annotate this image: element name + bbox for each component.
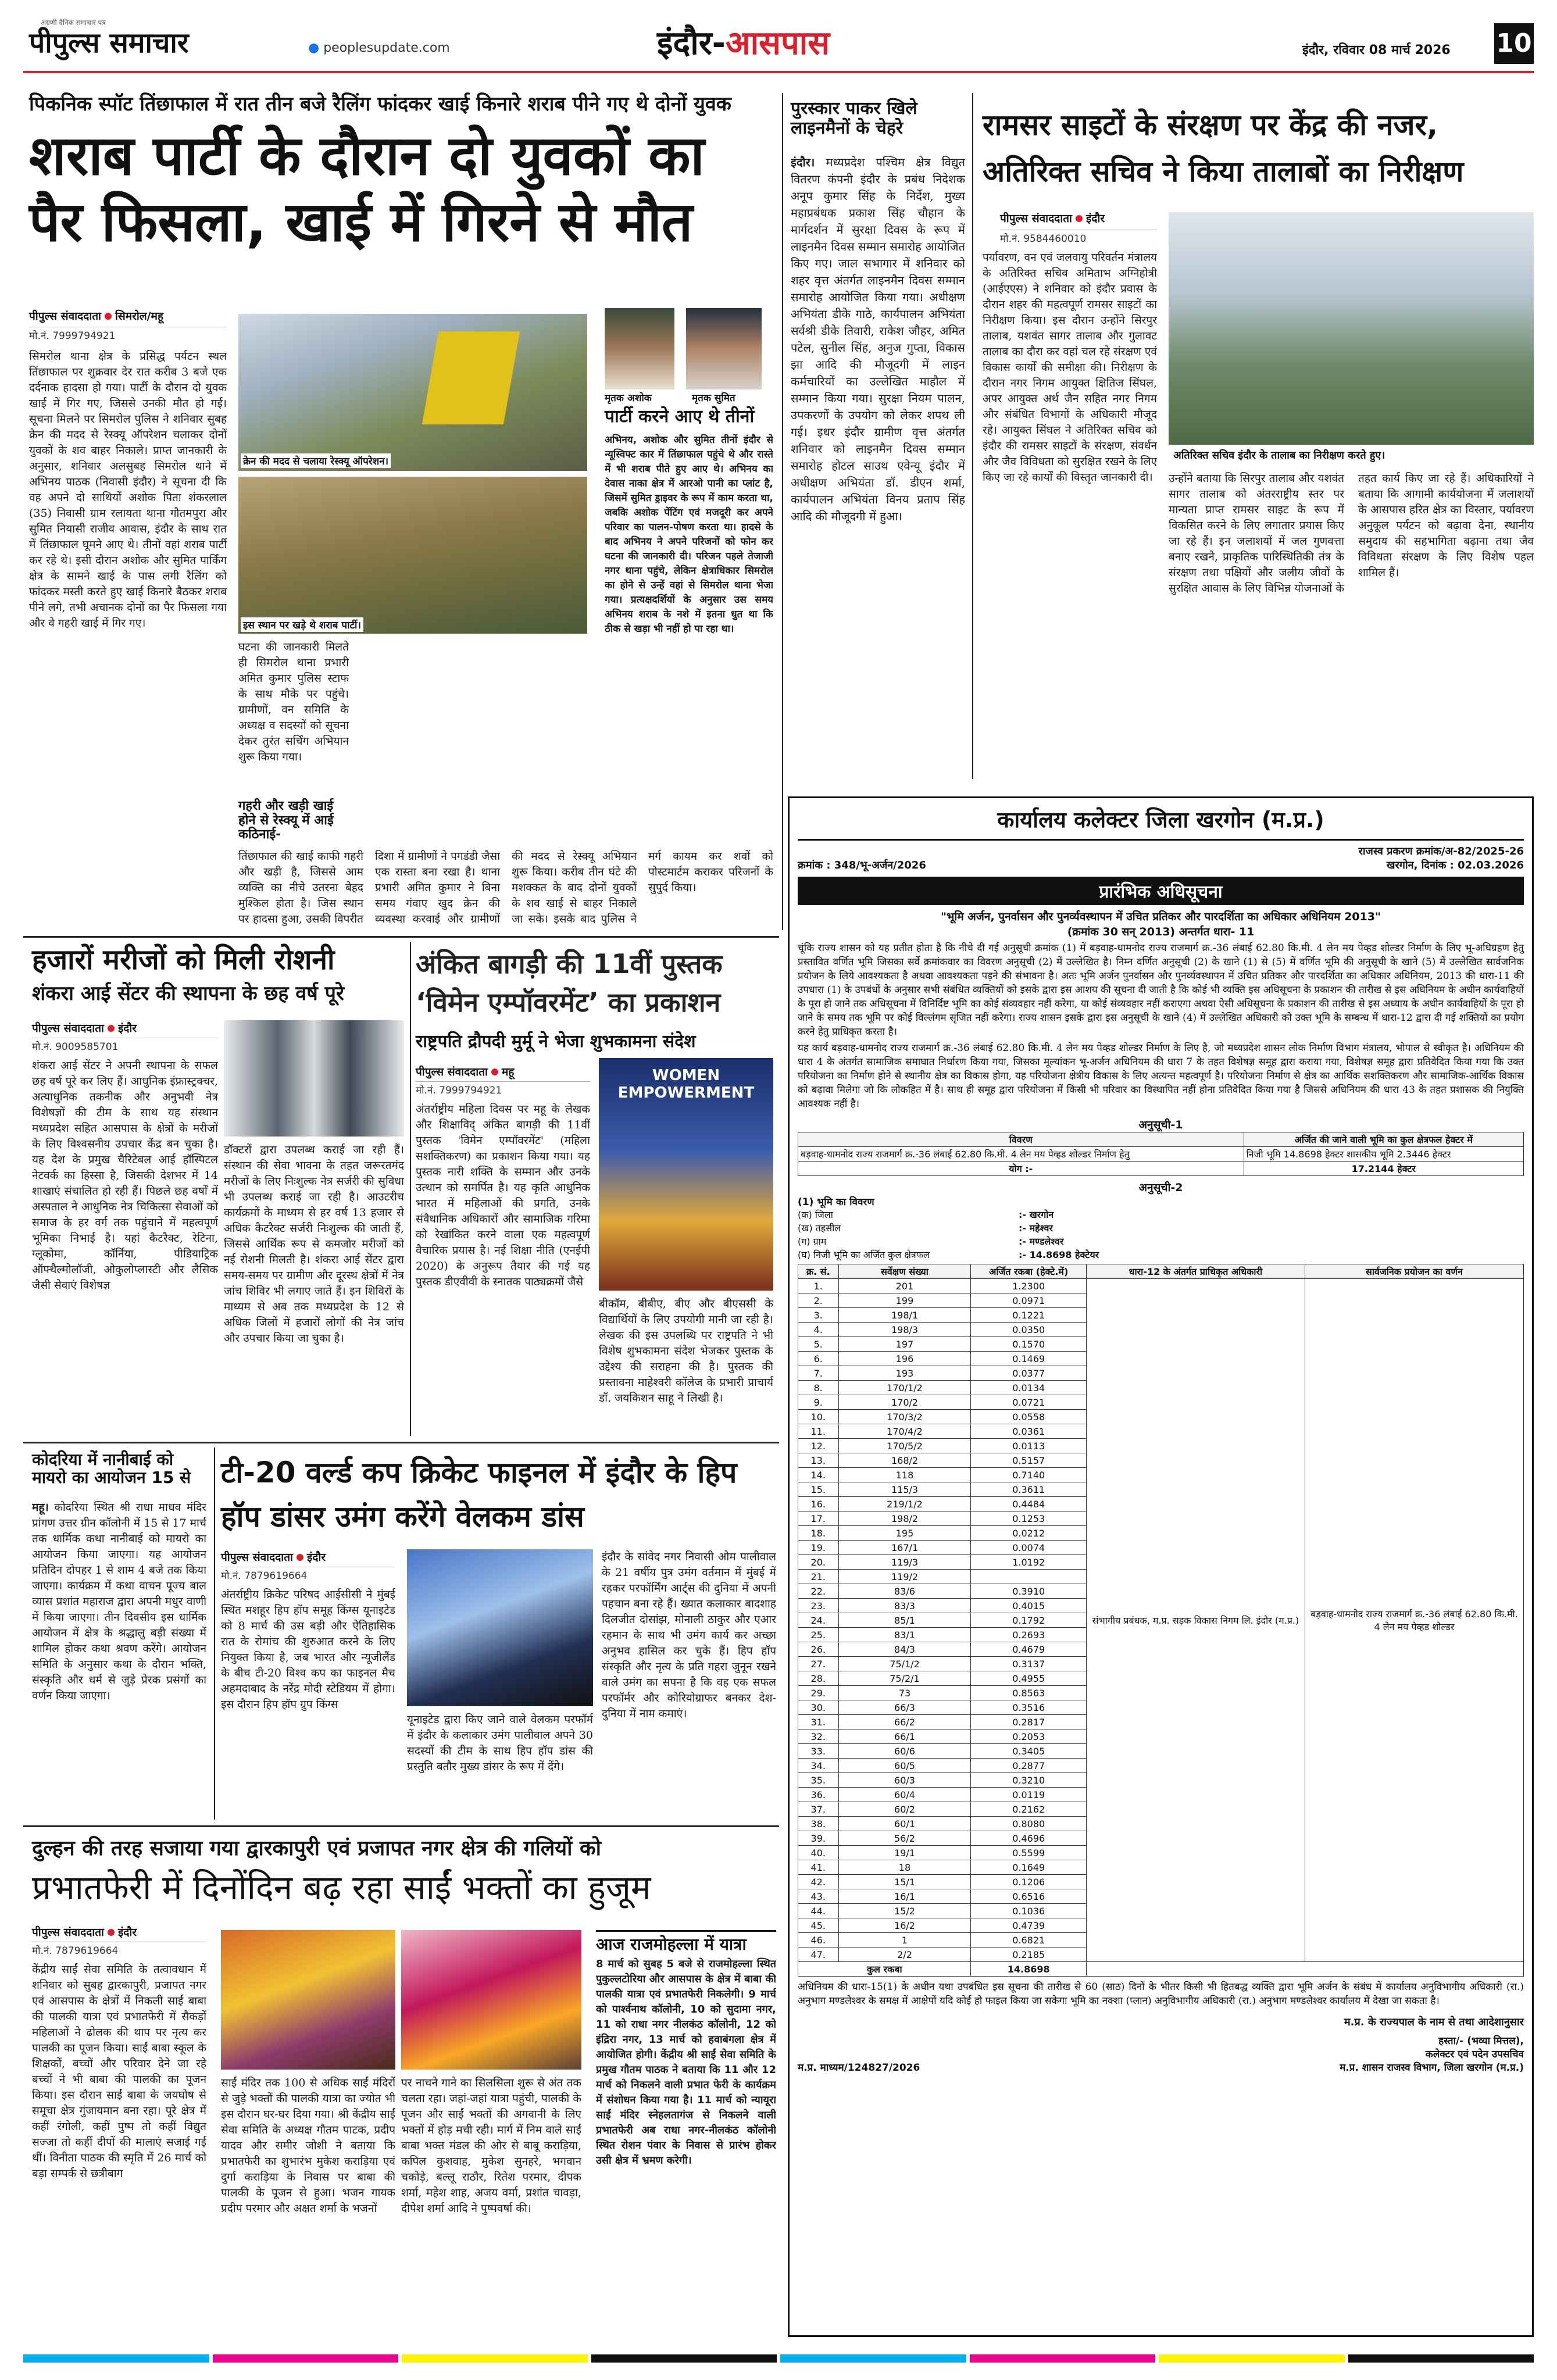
sched1-total-label: योग :-: [798, 1162, 1244, 1176]
s4-photo: [224, 1020, 404, 1137]
table-row: 23. 83/3 0.4015: [798, 1599, 1524, 1613]
schedule1-table: [798, 1132, 1524, 1176]
sched1-r2: निजी भूमि 14.8698 हेक्टर शासकीय भूमि 2.3446 हेक्टर: [1244, 1147, 1523, 1162]
survey-col-header: सार्वजनिक प्रयोजन का वर्णन: [1305, 1264, 1523, 1279]
s8-box-title: आज राजमोहल्ला में यात्रा: [596, 1935, 747, 1954]
s1-photo-sumit: [686, 308, 762, 389]
divider-s6: [214, 1448, 215, 1820]
table-row: 31. 66/2 0.2817: [798, 1715, 1524, 1729]
table-row: 21. 119/2: [798, 1570, 1524, 1584]
s7-headline: टी-20 वर्ल्ड कप क्रिकेट फाइनल में इंदौर के हिप हॉप डांसर उमंग करेंगे वेलकम डांस: [221, 1456, 737, 1534]
table-row: 16. 219/1/2 0.4484: [798, 1497, 1524, 1511]
masthead-logo: पीपुल्स समाचार: [29, 27, 189, 59]
s8-box-body: 8 मार्च को सुबह 5 बजे से राजमोहल्ला स्थित पुकुल्लटोरिया और आसपास के क्षेत्र में बाबा की पालकी यात्रा एवं प्रभातफेरी निकलेगी। 9 मार्च को पार्श्वनाथ कॉलोनी, 10 को सुदामा नगर, 11 को राधा नगर नीलकंठ कॉलोनी, 12 को इंद्रिरा नगर, 13 मार्च को हवाबंगला क्षेत्र में आयोजित होगी। केंद्रीय श्री साईं सेवा समिति के प्रमुख गौतम पाठक ने बताया कि 11 और 12 मार्च को निकलने वाली प्रभात फेरी के कार्यक्रम में संशोधन किया गया है। 11 मार्च को न्यायूरा साईं मंदिर स्नेहलतागंज से निकलने वाली प्रभातफेरी अब राधा नगर-नीलकंठ कॉलोनी स्थित रोशन पंवार के निवास से प्रारंभ होकर उसी क्षेत्र में भ्रमण करेगी।: [596, 1958, 776, 2167]
table-row: 28. 75/2/1 0.4955: [798, 1671, 1524, 1686]
notice-case: राजस्व प्रकरण क्रमांक/अ-82/2025-26: [1358, 845, 1524, 857]
table-row: 44. 15/2 0.1036: [798, 1904, 1524, 1918]
s7-mobile: मो.नं. 7879619664: [221, 1567, 395, 1582]
table-row: 42. 15/1 0.1206: [798, 1875, 1524, 1889]
masthead-tagline: अग्रणी दैनिक समाचार पत्र: [41, 19, 106, 27]
table-row: 14. 118 0.7140: [798, 1468, 1524, 1482]
divider-h1: [23, 936, 779, 938]
notice-para2: यह कार्य बड़वाह-धामनोद राज्य राजमार्ग क्र.-36 लंबाई 62.80 कि.मी. 4 लेन मय पेव्हड शोल्डर निर्माण के लिए है, जो मध्यप्रदेश शासन लोक निर्माण विभाग मंत्रालय, भोपाल से स्वीकृत है। अधिनियम की धारा 4 के अंतर्गत सामाजिक समाघात निर्धारण किया गया, जिसका मूल्यांकन भू-अर्जन अधिनियम की धारा 7 के तहत विशेषज्ञ समूह द्वारा कराया गया, विशेषज्ञ समूह द्वारा प्रतिवेदित किया गया कि उक्त परियोजना का निर्माण होने से स्थानीय क्षेत्र का विकास होगा, यह परियोजना क्षेत्रीय विकास के लिए अत्यन्त महत्वपूर्ण है। परियोजना निर्माण से क्षेत्र का आर्थिक सशक्तिकरण और सामाजिक-आर्थिक विकास को बढ़ावा मिलेगा जो कि लोकहित में है। साथ ही समूह द्वारा परियोजना में किसी भी परिवार का विस्थापित नहीं होना प्रतिवेदित किया गया है जिससे अधिनियम की धारा 43 के तहत प्रशासक की नियुक्ति आवश्यक नहीं है।: [798, 1042, 1524, 1110]
table-row: 13. 168/2 0.5157: [798, 1453, 1524, 1468]
table-row: 1. 201 1.2300 संभागीय प्रबंधक, म.प्र. सड़क विकास निगम लि. इंदौर (म.प्र.) बड़वाह-धामनोद राज्य राजमार्ग क्र.-36 लंबाई 62.80 कि.मी. 4 लेन मय पेव्हड शोल्डर: [798, 1279, 1524, 1293]
divider-s1-vertical: [782, 93, 783, 930]
table-row: 33. 60/6 0.3405: [798, 1744, 1524, 1759]
land-row: (क) जिला :- खरगोन: [798, 1209, 1054, 1220]
byline-dot-icon: [1076, 215, 1083, 222]
table-row: 10. 170/3/2 0.0558: [798, 1410, 1524, 1424]
notice-para3: अधिनियम की धारा-15(1) के अधीन यथा उपबंधित इस सूचना की तारीख से 60 (साठ) दिनों के भीतर किसी भी हितबद्ध व्यक्ति द्वारा भूमि अर्जन के संबंध में कार्यालय अनुविभागीय अधिकारी (रा.) अनुभाग मण्डलेश्वर के समक्ष में आक्षेपों यदि कोई हो फाइल किया जा सकेगा भूमि का नक्शा (प्लान) अनुविभागीय अधिकारी (रा.) अनुभाग मण्डलेश्वर कार्यालय में देखा जा सकता है।: [798, 1981, 1524, 2007]
print-registration-strip: [23, 2354, 1534, 2363]
notice-ref: म.प्र. माध्यम/124827/2026: [798, 2062, 920, 2074]
s7-col3: इंदौर के सांवेद नगर निवासी ओम पालीवाल के 21 वर्षीय पुत्र उमंग वर्तमान में मुंबई में रहकर परफॉर्मिंग आर्ट्स की दुनिया में अपनी पहचान बना रहे हैं। ख्यात कलाकार बादशाह दिलजीत दोसांझ, मोनाली ठाकुर और एआर रहमान के साथ भी उमंग कार्य कर अच्छा अनुभव हासिल कर चुके हैं। हिप हॉप संस्कृति और नृत्य के प्रति गहरा जुनून रखने वाले उमंग का सपना है कि वह एक सफल परफॉर्मर और कोरियोग्राफर बनकर देश-दुनिया में नाम कमाएं।: [602, 1550, 776, 1720]
s5-sub: राष्ट्रपति द्रौपदी मुर्मू ने भेजा शुभकामना संदेश: [416, 1031, 696, 1052]
s1-col1: सिमरोल थाना क्षेत्र के प्रसिद्ध पर्यटन स्थल तिंछाफाल पर शुक्रवार देर रात करीब 3 बजे एक दर्दनाक हादसा हो गया। पार्टी के दौरान दो युवक खाई में गिर गए, जिससे उनकी मौत हो गई। सूचना मिलने पर सिमरोल पुलिस ने शनिवार सुबह क्रेन की मदद से रेस्क्यू ऑपरेशन चलाकर दोनों युवकों के शव बाहर निकाले। प्राप्त जानकारी के अनुसार, शनिवार अलसुबह सिमरोल थाने में अभिनय पाठक (निवासी इंदौर) ने सूचना दी कि वह अपने दो साथियों अशोक पिता शंकरलाल (35) निवासी ग्राम रलायता थाना गौतमपुरा और सुमित नियासी राजीव आवास, इंदौर के साथ रात में तिंछाफाल घूमने आए थे। तीनों वहां शराब पार्टी कर रहे थे। इसी दौरान अशोक और सुमित पार्किंग क्षेत्र के सामने खाई के पास लगी रैलिंग को फांदकर मस्ती करते हुए खाई किनारे बैठकर शराब पीने लगे, तभी अचानक दोनों का पैर फिसला गया और वे गहरी खाई में गिर गए।: [29, 350, 227, 630]
byline-dot-icon: [108, 1025, 115, 1032]
officer-cell: संभागीय प्रबंधक, म.प्र. सड़क विकास निगम लि. इंदौर (म.प्र.): [1086, 1279, 1305, 1962]
s3-col1: पर्यावरण, वन एवं जलवायु परिवर्तन मंत्रालय के अतिरिक्त सचिव अमिताभ अग्निहोत्री (आईएएस) ने शनिवार को इंदौर प्रवास के दौरान शहर की महत्वपूर्ण रामसर साइटों का निरीक्षण किया। इस दौरान उन्होंने सिरपुर तालाब, यशवंत सागर तालाब और गुलावट तालाब का दौरा कर वहां चल रहे संरक्षण एवं विकास कार्यों की समीक्षा की। निरीक्षण के दौरान नगर निगम आयुक्त क्षितिज सिंघल, अपर आयुक्त अर्थ जैन सहित नगर निगम और संबंधित विभागों के अधिकारी मौजूद रहे। आयुक्त सिंघल ने अतिरिक्त सचिव को इंदौर की रामसर साइटों के संरक्षण, संवर्धन और जैव विविधता को सुरक्षित रखने के लिए किए जा रहे कार्यों की विस्तृत जानकारी दी।: [983, 251, 1157, 484]
land-row: (ग) ग्राम :- मण्डलेश्वर: [798, 1236, 1064, 1247]
s5-headline: अंकित बागड़ी की 11वीं पुस्तक ‘विमेन एम्पॉवरमेंट’ का प्रकाशन: [416, 948, 723, 1018]
s1-byline: पीपुल्स संवाददाता सिमरोल/महू: [29, 310, 164, 323]
table-row: 18. 195 0.0212: [798, 1526, 1524, 1541]
s8-photo1: [221, 1930, 395, 2070]
notice-act: "भूमि अर्जन, पुनर्वासन और पुनर्व्यवस्थापन में उचित प्रतिकर और पारदर्शिता का अधिकार अधिनियम 2013": [941, 910, 1381, 923]
survey-table: [798, 1264, 1524, 1977]
s8-col3: पर नाचने गाने का सिलसिला शुरू से अंत तक चलता रहा। जहां-जहां यात्रा पहुंची, पालकी के पूजन और साईं भक्तों की अगवानी के लिए भक्तों में होड़ मची रही। मार्ग में निम वाले साईं बाबा भक्त मंडल की ओर से बाबू कराड़िया, कपिल कुशवाह, मुकेश सुनहरे, भगवान चकोड़े, बल्लू राठौर, रितेश परमार, दीपक शर्मा, महेश शाह, अजय वर्मा, प्रशांत चावड़ा, दीपेश शर्मा आदि ने पुष्पवर्षा की।: [401, 2077, 581, 2215]
s8-photo2: [401, 1930, 581, 2070]
byline-dot-icon: [491, 1069, 498, 1075]
s6-text: कोदरिया स्थित श्री राधा माधव मंदिर प्रांगण उत्तर ग्रीन कॉलोनी में 15 से 17 मार्च तक धार्मिक कथा नानीबाई को मायरो का आयोजन किया जाएगा। यह आयोजन प्रतिदिन दोपहर 1 से शाम 4 बजे तक किया जाएगा। कार्यक्रम में कथा वाचन पूज्य बाल व्यास प्रशांत महाराज द्वारा अपनी मधुर वाणी में किया जाएगा। तीन दिवसीय इस धार्मिक आयोजन में क्षेत्र के श्रद्धालु बड़ी संख्या में शामिल होकर कथा श्रवण करेंगे। आयोजन समिति के अनुसार कथा के दौरान भक्ति, संस्कृति और धर्म से जुड़े प्रेरक प्रसंगों का वर्णन किया जाएगा।: [32, 1501, 206, 1702]
s3-byline: पीपुल्स संवाददाता इंदौर: [1000, 212, 1105, 225]
s4-sub: शंकरा आई सेंटर की स्थापना के छह वर्ष पूरे: [32, 982, 344, 1005]
s3-mobile: मो.नं. 9584460010: [1000, 230, 1157, 245]
table-row: 2. 199 0.0971: [798, 1293, 1524, 1308]
s3-headline: रामसर साइटों के संरक्षण पर केंद्र की नजर, अतिरिक्त सचिव ने किया तालाबों का निरीक्षण: [983, 108, 1464, 188]
s2-text: मध्यप्रदेश पश्चिम क्षेत्र विद्युत वितरण कंपनी इंदौर के प्रबंध निदेशक अनूप कुमार सिंह के निर्देश, मुख्य महाप्रबंधक प्रकाश सिंह चौहान के मार्गदर्शन में सुरक्षा दिवस के रूप में लाइनमैन दिवस सम्मान समारोह आयोजित किए गए। जाल सभागार में शनिवार को शहर वृत्त अंतर्गत लाइनमैन दिवस सम्मान समारोह आयोजित किया गया। अधीक्षण अभियंता डीके गाठे, कार्यपालन अभियंता सर्वश्री डीके तिवारी, राकेश जौहर, अमित पटेल, सुनील सिंह, अनुज गुप्ता, विकास झा आदि की मौजूदगी में लाइन कर्मचारियों का उल्लेखित माहौल में सम्मान किया गया। सुरक्षा नियम पालन, उपकरणों के उपयोग को लेकर शपथ ली गई। इधर इंदौर ग्रामीण वृत्त अंतर्गत शनिवार को लाइनमैन दिवस सम्मान समारोह होटल साउथ एवेन्यू इंदौर में अधीक्षण अभियंता डॉ. डीएन शर्मा, कार्यपालन अभियंता विनय प्रताप सिंह आदि की मौजूदगी में हुआ।: [791, 155, 965, 523]
s1-photo-gorge: [238, 477, 587, 634]
notice-ref-row: [798, 858, 1524, 872]
purpose-cell: बड़वाह-धामनोद राज्य राजमार्ग क्र.-36 लंबाई 62.80 कि.मी. 4 लेन मय पेव्हड शोल्डर: [1305, 1279, 1523, 1962]
total-row: कुल रकबा 14.8698: [798, 1962, 1524, 1977]
land-row: (ख) तहसील :- महेश्वर: [798, 1223, 1053, 1234]
land-head: (1) भूमि का विवरण: [798, 1196, 874, 1208]
table-row: 29. 73 0.8563: [798, 1686, 1524, 1700]
table-row: 7. 193 0.0377: [798, 1366, 1524, 1381]
section-title-b: आसपास: [725, 24, 830, 62]
table-row: 30. 66/3 0.3516: [798, 1700, 1524, 1715]
notice-title: प्रारंभिक अधिसूचना: [798, 877, 1524, 905]
table-row: 41. 18 0.1649: [798, 1860, 1524, 1875]
byline-dot-icon: [105, 313, 112, 320]
sched1-h1: विवरण: [798, 1132, 1244, 1147]
notice-box: [788, 796, 1534, 2337]
s1-cap2: इस स्थान पर खड़े थे शराब पार्टी।: [241, 617, 363, 632]
table-row: 26. 84/3 0.4679: [798, 1642, 1524, 1657]
table-row: 27. 75/1/2 0.3137: [798, 1657, 1524, 1671]
page-number: 10: [1494, 23, 1534, 64]
table-row: 5. 197 0.1570: [798, 1337, 1524, 1352]
notice-sign4: म.प्र. शासन राजस्व विभाग, जिला खरगोन (म.प्र.): [1340, 2062, 1524, 2074]
website-text: peoplesupdate.com: [323, 41, 450, 55]
divider-s2: [972, 93, 973, 779]
survey-col-header: क्र. सं.: [798, 1264, 839, 1279]
s8-col2: साईं मंदिर तक 100 से अधिक साईं मंदिरों से जुड़े भक्तों की पालकी यात्रा का ज्योत भी इस दौरान घर-घर दिया गया। श्री केंद्रीय साईं सेवा समिति के अध्यक्ष गौतम पाटक, प्रदीप यादव और समीर जोशी ने बताया कि प्रभातफेरी का शुभारंभ मुकेश कराड़िया एवं दुर्गा कराड़िया के निवास पर बाबा की पालकी के पूजन से हुआ। भजन गायक प्रदीप परमार और अक्षत शर्मा के भजनों: [221, 2077, 395, 2215]
s1-sub1: पार्टी करने आए थे तीनों: [605, 406, 755, 427]
land-row: (घ) निजी भूमि का अर्जित कुल क्षेत्रफल :- 14.8698 हेक्टेयर: [798, 1249, 1099, 1260]
table-row: 37. 60/2 0.2162: [798, 1802, 1524, 1817]
survey-col-header: धारा-12 के अंतर्गत प्राधिकृत अधिकारी: [1086, 1264, 1305, 1279]
sched1-h2: अर्जित की जाने वाली भूमि का कुल क्षेत्रफल हेक्टर में: [1244, 1132, 1523, 1147]
s1-headline: शराब पार्टी के दौरान दो युवकों का पैर फिसला, खाई में गिरने से मौत: [29, 124, 705, 254]
s3-col2: उन्होंने बताया कि सिरपुर तालाब और यशवंत सागर तालाब को अंतरराष्ट्रीय स्तर पर मान्यता प्राप्त रामसर साइट के रूप में विकसित करने के लिए लगातार प्रयास किए जा रहे हैं। इन जलाशयों में जल गुणवत्ता बनाए रखने, प्राकृतिक पारिस्थितिकी तंत्र के संरक्षण तथा पक्षियों और जलीय जीवों के सुरक्षित आवास के लिए विभिन्न योजनाओं के तहत कार्य किए जा रहे हैं। अधिकारियों ने बताया कि आगामी कार्ययोजना में जलाशयों के आसपास हरित क्षेत्र का विस्तार, पर्यावरण अनुकूल पर्यटन को बढ़ावा देना, स्थानीय समुदाय की सहभागिता बढ़ाना तथा जैव विविधता संरक्षण के लिए विशेष पहल शामिल हैं।: [1169, 472, 1534, 595]
s5-mobile: मो.नं. 7999794921: [416, 1081, 590, 1096]
crane-shape: [422, 331, 520, 424]
s3-cap: अतिरिक्त सचिव इंदौर के तालाब का निरीक्षण करते हुए।: [1171, 448, 1387, 463]
s8-headline: प्रभातफेरी में दिनोंदिन बढ़ रहा साईं भक्तों का हुजूम: [32, 1868, 651, 1907]
s7-col1: अंतर्राष्ट्रीय क्रिकेट परिषद आईसीसी ने मुंबई स्थित मशहूर हिप हॉप समूह किंग्स यूनाइटेड को 8 मार्च की उस बड़ी और ऐतिहासिक रात के रोमांच की शुरुआत करने के लिए नियुक्त किया है, जब भारत और न्यूजीलैंड के बीच टी-20 विश्व कप का फाइनल मैच अहमदाबाद के नरेंद्र मोदी स्टेडियम में होगा। इस दौरान हिप हॉप ग्रुप किंग्स: [221, 1588, 395, 1711]
s5-col2: बीकॉम, बीबीए, बीए और बीएससी के विद्यार्थियों के लिए उपयोगी मानी जा रही है। लेखक की इस उपलब्धि पर राष्ट्रपति ने भी विशेष शुभकामना संदेश भेजकर पुस्तक के उद्देश्य की सराहना की है। पुस्तक की प्रस्तावना माहेश्वरी कॉलेज के प्रभारी प्राचार्य डॉ. जयकिशन साहू ने लिखी है।: [599, 1298, 773, 1405]
s1-col2b: तिंछाफाल की खाई काफी गहरी और खड़ी है, जिससे आम व्यक्ति का नीचे उतरना बेहद मुश्किल होता है। जिस स्थान पर हादसा हुआ, उसकी विपरीत दिशा में ग्रामीणों ने पगडंडी जैसा एक रास्ता बना रखा है। थाना प्रभारी अमित कुमार ने बिना समय गंवाए खुद क्रेन की व्यवस्था करवाई और ग्रामीणों की मदद से रेस्क्यू अभियान शुरू किया। करीब तीन घंटे की मशक्कत के बाद दोनों युवकों के शव खाई से बाहर निकाले जा सके। इसके बाद पुलिस ने मर्ग कायम कर शवों को पोस्टमार्टम कराकर परिजनों के सुपुर्द किया।: [238, 850, 773, 925]
table-row: 38. 60/1 0.8080: [798, 1817, 1524, 1831]
s1-col2: घटना की जानकारी मिलते ही सिमरोल थाना प्रभारी अमित कुमार पुलिस स्टाफ के साथ मौके पर पहुंचे। ग्रामीणों, वन समिति के अध्यक्ष व सदस्यों को सूचना देकर तुरंत सर्चिंग अभियान शुरू किया गया।: [238, 641, 349, 763]
divider-s4: [410, 942, 411, 1436]
table-row: 45. 16/2 0.4739: [798, 1918, 1524, 1933]
s1-mobile: मो.नं. 7999794921: [29, 327, 227, 342]
table-row: 47. 2/2 0.2185: [798, 1947, 1524, 1962]
s1-cap4: मृतक सुमित: [692, 392, 735, 404]
s7-byline: पीपुल्स संवाददाता इंदौर: [221, 1551, 326, 1564]
s1-col2c: [360, 639, 593, 843]
s8-box: [596, 1930, 776, 2337]
s2-byline: इंदौर।: [791, 155, 815, 169]
table-row: 9. 170/2 0.0721: [798, 1395, 1524, 1410]
s1-side: अभिनय, अशोक और सुमित तीनों इंदौर से न्यूस्विफ्ट कार में तिंछाफाल पहुंचे थे और रास्ते में भी शराब पीते हुए आए थे। अभिनय का देवास नाका क्षेत्र में आरओ पानी का प्लांट है, जिसमें सुमित ड्राइवर के रूप में काम करता था, जबकि अशोक पेंटिंग एवं मजदूरी कर अपने परिवार का पालन-पोषण करता था। हादसे के बाद अभिनय ने अपने परिजनों को फोन कर घटना की जानकारी दी। परिजन पहले तेजाजी नगर थाना पहुंचे, लेकिन क्षेत्राधिकार सिमरोल का होने से उन्हें वहां से सिमरोल थाना भेजा गया। प्रत्यक्षदर्शियों के अनुसार उस समय अभिनय शराब के नशे में इतना धुत था कि ठीक से खड़ा भी नहीं हो पा रहा था।: [605, 434, 773, 635]
sched1-total: 17.2144 हेक्टर: [1244, 1162, 1523, 1176]
globe-icon: ●: [308, 41, 320, 55]
notice-office: कार्यालय कलेक्टर जिला खरगोन (म.प्र.): [798, 804, 1524, 841]
notice-footer: [798, 2060, 1524, 2074]
s1-sub2: गहरी और खड़ी खाई होने से रेस्क्यू में आई कठिनाई-: [238, 799, 334, 842]
table-row: 36. 60/4 0.0119: [798, 1788, 1524, 1802]
table-row: 43. 16/1 0.6516: [798, 1889, 1524, 1904]
table-row: 3. 198/1 0.1221: [798, 1308, 1524, 1323]
sched1-r1: बड़वाह-धामनोद राज्य राजमार्ग क्र.-36 लंबाई 62.80 कि.मी. 4 लेन मय पेव्हड शोल्डर निर्माण हेतु: [798, 1147, 1244, 1162]
s8-byline: पीपुल्स संवाददाता इंदौर: [32, 1926, 137, 1939]
s6-byline: महू।: [32, 1501, 49, 1514]
table-row: 20. 119/3 1.0192: [798, 1555, 1524, 1570]
s8-mobile: मो.नं. 7879619664: [32, 1942, 206, 1957]
table-row: 8. 170/1/2 0.0134: [798, 1381, 1524, 1395]
byline-dot-icon: [297, 1554, 303, 1561]
website-link[interactable]: [308, 41, 450, 55]
s4-col2: डॉक्टरों द्वारा उपलब्ध कराई जा रही हैं। संस्थान की सेवा भावना के तहत जरूरतमंद मरीजों के लिए निःशुल्क नेत्र सर्जरी की सुविधा भी उपलब्ध कराई जा रही है। आउटरीच कार्यक्रमों के माध्यम से हर वर्ष 13 हजार से अधिक कैटरैक्ट सर्जरी निःशुल्क की जाती हैं, जिससे आर्थिक रूप से कमजोर मरीजों को नई रोशनी मिलती है। शंकरा आई सेंटर द्वारा समय-समय पर ग्रामीण और दूरस्थ क्षेत्रों में नेत्र जांच शिविर भी लगाए जाते हैं। इन शिविरों के माध्यम से अब तक मध्यप्रदेश के 12 से अधिक जिलों में हजारों लोगों की नेत्र जांच और उपचार किया जा चुका है।: [224, 1143, 404, 1345]
s4-headline: हजारों मरीजों को मिली रोशनी: [32, 944, 335, 976]
s4-mobile: मो.नं. 9009585701: [32, 1038, 218, 1053]
notice-act2: (क्रमांक 30 सन् 2013) अन्तर्गत धारा- 11: [1067, 925, 1255, 938]
divider-h3: [23, 1825, 779, 1827]
notice-krm: क्रमांक : 348/भू-अर्जन/2026: [798, 859, 926, 871]
s6-body: [32, 1500, 206, 1814]
s3-photo: [1169, 212, 1534, 445]
notice-sign1: म.प्र. के राज्यपाल के नाम से तथा आदेशानुसार: [1344, 2016, 1524, 2028]
s5-col1: अंतर्राष्ट्रीय महिला दिवस पर महू के लेखक और शिक्षाविद् अंकित बागड़ी की 11वीं पुस्तक 'विमेन एम्पॉवरमेंट' (महिला सशक्तिकरण) का प्रकाशन किया गया। यह पुस्तक नारी शक्ति के सम्मान और उनके उत्थान को समर्पित है। यह कृति आधुनिक भारत में महिलाओं की प्रगति, उनके संवैधानिक अधिकारों और सामाजिक गरिमा को रेखांकित करने वाला एक महत्वपूर्ण वैचारिक प्रयास है। नई शिक्षा नीति (एनईपी 2020) के अनुरूप तैयार की गई यह पुस्तक डीएवीवी के स्नातक पाठ्यक्रमों जैसे: [416, 1103, 590, 1288]
notice-place-date: खरगोन, दिनांक : 02.03.2026: [1386, 859, 1524, 871]
notice-sign3: कलेक्टर एवं पदेन उपसचिव: [1425, 2049, 1524, 2060]
table-row: 34. 60/5 0.2877: [798, 1759, 1524, 1773]
survey-col-header: अर्जित रकबा (हेक्टे.में): [971, 1264, 1086, 1279]
s5-byline: पीपुल्स संवाददाता महू: [416, 1066, 515, 1078]
table-row: 12. 170/5/2 0.0113: [798, 1439, 1524, 1453]
s5-book-cover: [599, 1058, 773, 1291]
table-row: 46. 1 0.6821: [798, 1933, 1524, 1947]
section-title: [657, 26, 830, 62]
notice-sign2: हस्ता/- (भव्या मित्तल),: [1438, 2035, 1524, 2047]
notice-para1: चूंकि राज्य शासन को यह प्रतीत होता है कि नीचे दी गई अनुसूची क्रमांक (1) में बड़वाह-धामनोद राज्य राजमार्ग क्र.-36 लंबाई 62.80 कि.मी. 4 लेन मय पेव्हड शोल्डर निर्माण के लिए भू-अधिग्रहण हेतु प्रस्तावित वर्णित भूमि जिसका सर्वे क्रमांकवार का विवरण अनुसूची (2) में उल्लेखित है। निम्न वर्णित अनुसूची (2) के खाने (1) से (5) में वर्णित भूमि की अनुसूची के खाने (5) में उल्लेखित सार्वजनिक प्रयोजन के लिये आवश्यकता है अथवा आवश्यकता पड़ने की संभावना है। अतः भूमि अर्जन पुनर्वासन और पुनर्व्यवस्थापन में उचित प्रतिकर और पारदर्शिता का अधिकार अधिनियम, 2013 की धारा-11 की उपधारा (1) के उपबंधों के अनुसार सभी संबंधित व्यक्तियों को इसके द्वारा इस आशय की सूचना दी जाती है कि कोई भी व्यक्ति इस अधिसूचना के प्रकाशन की तारीख से इस अधिनियम के अधीन कार्यवाहियों के पूरा हो जाने तक अधिसूचना में विनिर्दिष्ट भूमि का कोई संव्यवहार नहीं करेगा, या कोई संव्यवहार नहीं कराएगा अथवा ऐसी अधिसूचना के प्रकाशन की तारीख से इस अध्याय के अधीन कार्यवाहियों के पूरा हो जाने के समय तक भूमि पर कोई विल्लंगम सृजित नहीं करेगा। राज्य शासन इसके द्वारा इस अनुसूची के खाने (4) में उल्लेखित अधिकारी को उक्त भूमि के सम्बन्ध में धारा-12 द्वारा दी गई शक्तियों का प्रयोग करने हेतु प्राधिकृत करता है।: [798, 942, 1524, 1038]
masthead: [23, 17, 1534, 70]
divider-h2: [23, 1442, 779, 1443]
s4-col1: शंकरा आई सेंटर ने अपनी स्थापना के सफल छह वर्ष पूरे कर लिए हैं। आधुनिक इंफ्रास्ट्रक्चर, अत्याधुनिक तकनीक और अनुभवी नेत्र विशेषज्ञों की टीम के साथ यह संस्थान मध्यप्रदेश सहित आसपास के क्षेत्रों के मरीजों के लिए विश्वसनीय उपचार केंद्र बन चुका है। यह देश के प्रमुख चैरिटेबल आई हॉस्पिटल नेटवर्क का हिस्सा है, जिसकी देशभर में 14 शाखाएं संचालित हो रही हैं। पिछले छह वर्षों में अस्पताल ने आधुनिक नेत्र चिकित्सा सेवाओं को समाज के हर वर्ग तक पहुंचाने में महत्वपूर्ण भूमिका निभाई है। यहां कैटरैक्ट, रेटिना, ग्लूकोमा, कॉर्निया, पीडियाट्रिक ऑफ्थैल्मोलॉजी, ओकुलोप्लास्टी और लैसिक जैसी सेवाएं विशेषज्ञ: [32, 1059, 218, 1292]
table-row: 17. 198/2 0.1253: [798, 1511, 1524, 1526]
dateline: इंदौर, रविवार 08 मार्च 2026: [1302, 43, 1451, 58]
masthead-rule: [23, 71, 1534, 73]
table-row: 35. 60/3 0.3210: [798, 1773, 1524, 1788]
table-row: 11. 170/4/2 0.0361: [798, 1424, 1524, 1439]
schedule2-title: अनुसूची-2: [1138, 1181, 1183, 1194]
s1-cap1: क्रेन की मदद से चलाया रेस्क्यू ऑपरेशन।: [241, 453, 391, 468]
s7-col2: यूनाइटेड द्वारा किए जाने वाले वेलकम परफॉर्म में इंदौर के कलाकार उमंग पालीवाल अपने 30 सदस्यों की टीम के साथ हिप हॉप डांस की प्रस्तुति बतौर मुख्य डांसर के रूप में देंगे।: [407, 1713, 593, 1773]
s1-photo-ashok: [605, 308, 674, 389]
s5-cover-title: WOMEN EMPOWERMENT: [617, 1067, 755, 1102]
table-row: 32. 66/1 0.2053: [798, 1729, 1524, 1744]
s1-photo-crane: [238, 314, 587, 471]
land-details: [798, 1208, 1524, 1262]
s2-body: [791, 154, 965, 782]
schedule1-title: अनुसूची-1: [1138, 1118, 1183, 1131]
table-row: 6. 196 0.1469: [798, 1352, 1524, 1366]
table-row: 24. 85/1 0.1792: [798, 1613, 1524, 1628]
s8-kicker: दुल्हन की तरह सजाया गया द्वारकापुरी एवं प्रजापत नगर क्षेत्र की गलियों को: [32, 1836, 601, 1860]
section-title-a: इंदौर-: [657, 24, 726, 62]
s2-kicker: पुरस्कार पाकर खिले लाइनमैनों के चेहरे: [791, 98, 917, 138]
s8-col1: केंद्रीय साईं सेवा समिति के तत्वावधान में शनिवार को सुबह द्वारकापुरी, प्रजापत नगर एवं आसपास के क्षेत्रों में निकली साईं बाबा की पालकी यात्रा एवं प्रभातफेरी में सैकड़ों महिलाओं ने ढोलक की थाप पर नृत्य कर पालकी का पूजन किया। साईं बाबा स्कूल के शिक्षकों, बच्चों और परिवार देने जा रहे बच्चों ने भी बाबा की पालकी का पूजन किया। इस दौरान साईं बाबा के जयघोष से समूचा क्षेत्र गुंजायमान बना रहा। पूरे क्षेत्र में कहीं रंगोली, कहीं पुष्प तो कहीं विद्युत सज्जा तो कहीं दीपों की मालाएं सजाई गई थीं। विनीता पाठक की स्मृति में 26 मार्च को बड़ा सम्पर्क से छत्रीबाग: [32, 1963, 206, 2180]
s4-byline: पीपुल्स संवाददाता इंदौर: [32, 1022, 137, 1035]
survey-col-header: सर्वेक्षण संख्या: [838, 1264, 971, 1279]
table-row: 39. 56/2 0.4696: [798, 1831, 1524, 1846]
table-row: 25. 83/1 0.2693: [798, 1628, 1524, 1642]
s1-kicker: पिकनिक स्पॉट तिंछाफाल में रात तीन बजे रैलिंग फांदकर खाई किनारे शराब पीने गए थे दोनों युवक: [29, 92, 731, 116]
table-row: 40. 19/1 0.5599: [798, 1846, 1524, 1860]
s6-headline: कोदरिया में नानीबाई को मायरो का आयोजन 15 से: [32, 1450, 191, 1488]
table-row: 22. 83/6 0.3910: [798, 1584, 1524, 1599]
table-row: 4. 198/3 0.0350: [798, 1323, 1524, 1337]
s1-cap3: मृतक अशोक: [605, 392, 652, 404]
byline-dot-icon: [108, 1929, 115, 1936]
table-row: 15. 115/3 0.3611: [798, 1482, 1524, 1497]
s7-photo: [407, 1549, 593, 1706]
table-row: 19. 167/1 0.0074: [798, 1541, 1524, 1555]
